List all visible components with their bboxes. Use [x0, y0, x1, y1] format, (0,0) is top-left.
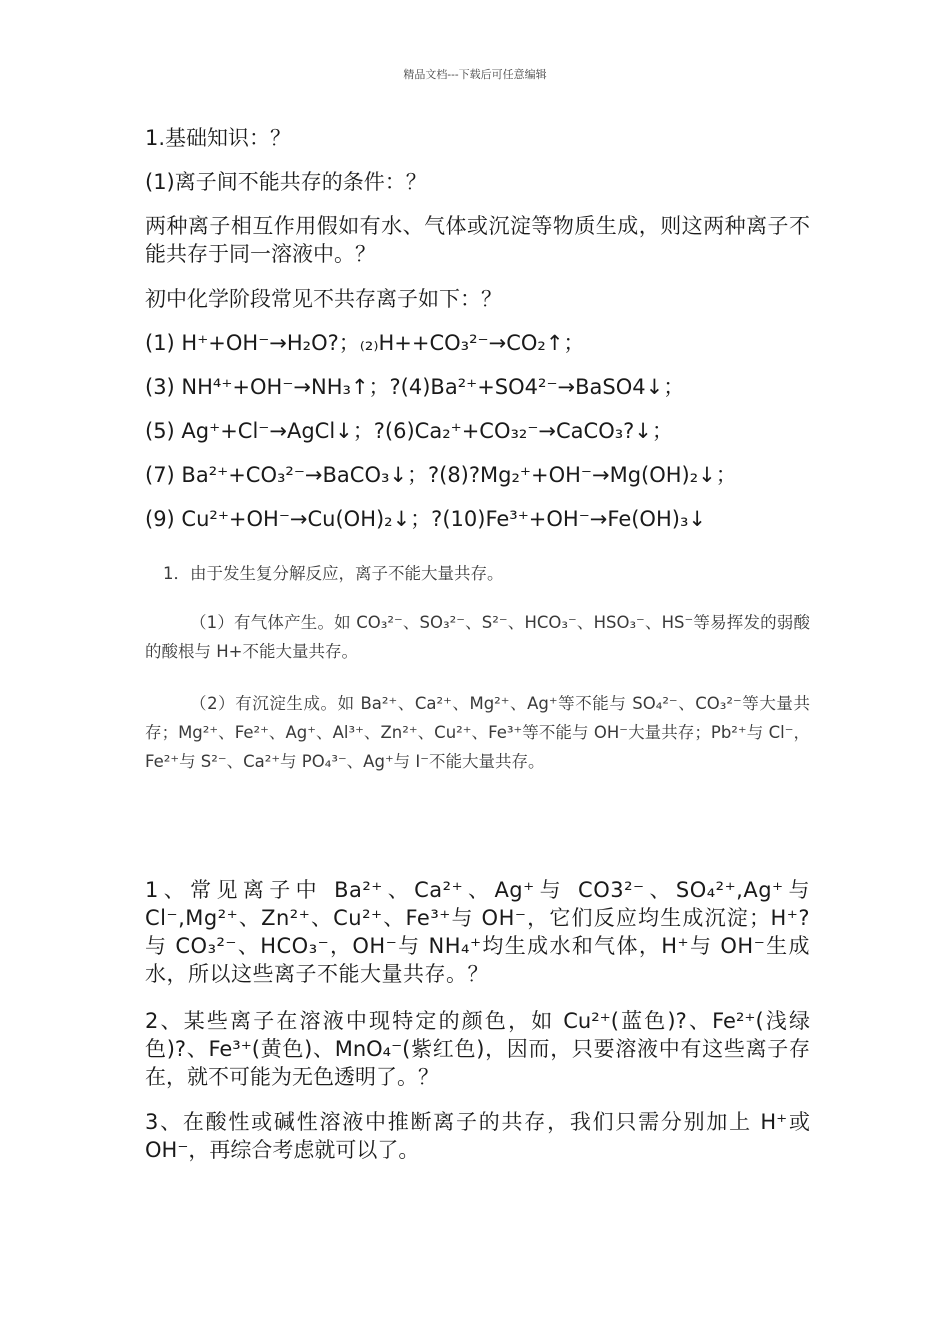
- equation-line-4: (7) Ba²⁺+CO₃²⁻→BaCO₃↓；?(8)?Mg₂⁺+OH⁻→Mg(OH)₂↓；: [145, 463, 737, 487]
- equation-line-5: (9) Cu²⁺+OH⁻→Cu(OH)₂↓；?(10)Fe³⁺+OH⁻→Fe(OH)₃↓: [145, 507, 706, 531]
- gas-formation-paragraph: （1）有气体产生。如 CO₃²⁻、SO₃²⁻、S²⁻、HCO₃⁻、HSO₃⁻、HS⁻等易挥发的弱酸的酸根与 H+不能大量共存。: [145, 613, 810, 661]
- equation-line-3: (5) Ag⁺+Cl⁻→AgCl↓；?(6)Ca₂⁺+CO₃₂⁻→CaCO₃?↓；: [145, 419, 673, 443]
- section-title: 1.基础知识：？: [145, 126, 292, 150]
- coexistence-condition-paragraph: 两种离子相互作用假如有水、气体或沉淀等物质生成，则这两种离子不能共存于同一溶液中。？: [145, 214, 810, 266]
- equation-line-1: (1) H⁺+OH⁻→H₂O?；₍₂₎H++CO₃²⁻→CO₂↑；: [145, 331, 585, 355]
- precipitate-formation-paragraph: （2）有沉淀生成。如 Ba²⁺、Ca²⁺、Mg²⁺、Ag⁺等不能与 SO₄²⁻、CO₃²⁻等大量共存；Mg²⁺、Fe²⁺、Ag⁺、Al³⁺、Zn²⁺、Cu²⁺、Fe³⁺等不能与 OH⁻大量共存；Pb²⁺与 Cl⁻，Fe²⁺与 S²⁻、Ca²⁺与 PO₄³⁻、Ag⁺与 I⁻不能大量共存。: [145, 694, 810, 771]
- page-header: 精品文档---下载后可任意编辑: [403, 68, 547, 81]
- summary-point-1: 1、常见离子中 Ba²⁺、Ca²⁺、Ag⁺与 CO3²⁻、SO₄²⁺,Ag⁺与 Cl⁻,Mg²⁺、Zn²⁺、Cu²⁺、Fe³⁺与 OH⁻，它们反应均生成沉淀；H⁺?与 CO₃²⁻、HCO₃⁻，OH⁻与 NH₄⁺均生成水和气体，H⁺与 OH⁻生成水，所以这些离子不能大量共存。？: [145, 878, 810, 986]
- summary-point-2: 2、某些离子在溶液中现特定的颜色，如 Cu²⁺(蓝色)?、Fe²⁺(浅绿色)?、Fe³⁺(黄色)、MnO₄⁻(紫红色)，因而，只要溶液中有这些离子存在，就不可能为无色透明了。？: [145, 1009, 810, 1089]
- double-decomposition-title: 1．由于发生复分解反应，离子不能大量共存。: [163, 564, 504, 583]
- equation-line-2: (3) NH⁴⁺+OH⁻→NH₃↑；?(4)Ba²⁺+SO4²⁻→BaSO4↓；: [145, 375, 685, 399]
- ion-list-intro: 初中化学阶段常见不共存离子如下：？: [145, 287, 502, 311]
- summary-point-3: 3、在酸性或碱性溶液中推断离子的共存，我们只需分别加上 H⁺或 OH⁻，再综合考虑就可以了。: [145, 1110, 810, 1162]
- subsection-title: (1)离子间不能共存的条件：？: [145, 170, 427, 194]
